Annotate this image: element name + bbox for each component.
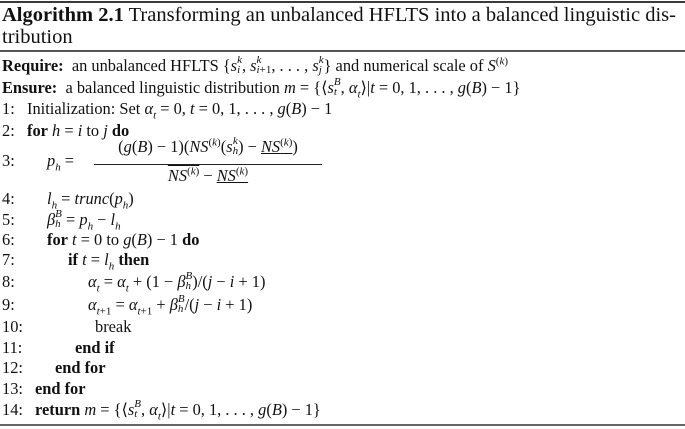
step-number: 8: xyxy=(2,272,15,291)
bottom-rule xyxy=(0,424,685,426)
fraction-bar xyxy=(94,164,322,165)
algorithm-caption xyxy=(2,4,682,48)
algorithm-title-line2: tribution xyxy=(2,26,73,48)
step-number: 4: xyxy=(2,189,15,208)
step-number: 14: xyxy=(2,400,23,419)
step-number: 5: xyxy=(2,210,15,229)
require-label: Require: xyxy=(2,56,64,75)
step-lhs: $p_h$ = xyxy=(47,151,75,174)
step-text: return m = {⟨s B t , $\alpha_t⟩|t = 0$, 1, . . . , g(B) − 1} xyxy=(35,398,321,423)
require-text: an unbalanced HFLTS {s k i , s k i+1 , . . . , s k j } and numerical scale of $S^{(k)}$ xyxy=(67,54,508,77)
step-number: 12: xyxy=(2,358,23,377)
step-text: $l_h$ = $trunc(p_h)$ xyxy=(47,189,134,212)
step-number: 13: xyxy=(2,379,23,398)
step-text: β B h = $p_h - l_h$ xyxy=(47,208,121,233)
step-number: 1: xyxy=(2,99,15,118)
ensure-text: a balanced linguistic distribution m = {⟨s B t , $\alpha_t⟩|t = 0$, 1, . . . , g(B) − 1} xyxy=(61,76,521,101)
step-number: 9: xyxy=(2,295,15,314)
caption-rule xyxy=(0,50,685,52)
fraction-numerator: $(g(B) - 1)(NS^{(k)}(s$ k h ) − $NS^{(k)}$) xyxy=(118,135,298,158)
step-number: 7: xyxy=(2,250,15,269)
step-text: end for xyxy=(55,358,106,377)
step-text: for t = 0 to g(B) − 1 do xyxy=(47,230,200,249)
step-text: Initialization: Set $\alpha_t = 0$, t = 0, 1, . . . , g(B) − 1 xyxy=(27,99,333,122)
top-rule xyxy=(0,1,685,3)
step-text: end for xyxy=(35,379,86,398)
algorithm-title-line1: Transforming an unbalanced HFLTS into a balanced linguistic dis- xyxy=(128,4,676,26)
ensure-line xyxy=(2,78,520,99)
step-text: end if xyxy=(75,338,115,357)
step-number: 3: xyxy=(2,151,15,170)
require-line xyxy=(2,56,508,77)
step-number: 2: xyxy=(2,121,15,140)
algorithm-label: Algorithm 2.1 xyxy=(2,4,124,26)
step-number: 6: xyxy=(2,230,15,249)
ensure-label: Ensure: xyxy=(2,78,58,97)
step-text: break xyxy=(95,317,132,336)
step-text: $\alpha_{t+1} = \alpha_{t+1} + \beta$ B h /(j − i + 1) xyxy=(88,293,253,318)
step-text: if $t = l_h$ then xyxy=(68,250,150,273)
step-number: 11: xyxy=(2,338,23,357)
step-number: 10: xyxy=(2,317,23,336)
step-text: for h = i to j do xyxy=(27,121,130,140)
step-text: $\alpha_t = \alpha_t + (1 - \beta$ B h )/(j − i + 1) xyxy=(88,270,266,295)
fraction-denominator: $NS^{(k)} - NS^{(k)}$ xyxy=(167,165,249,185)
